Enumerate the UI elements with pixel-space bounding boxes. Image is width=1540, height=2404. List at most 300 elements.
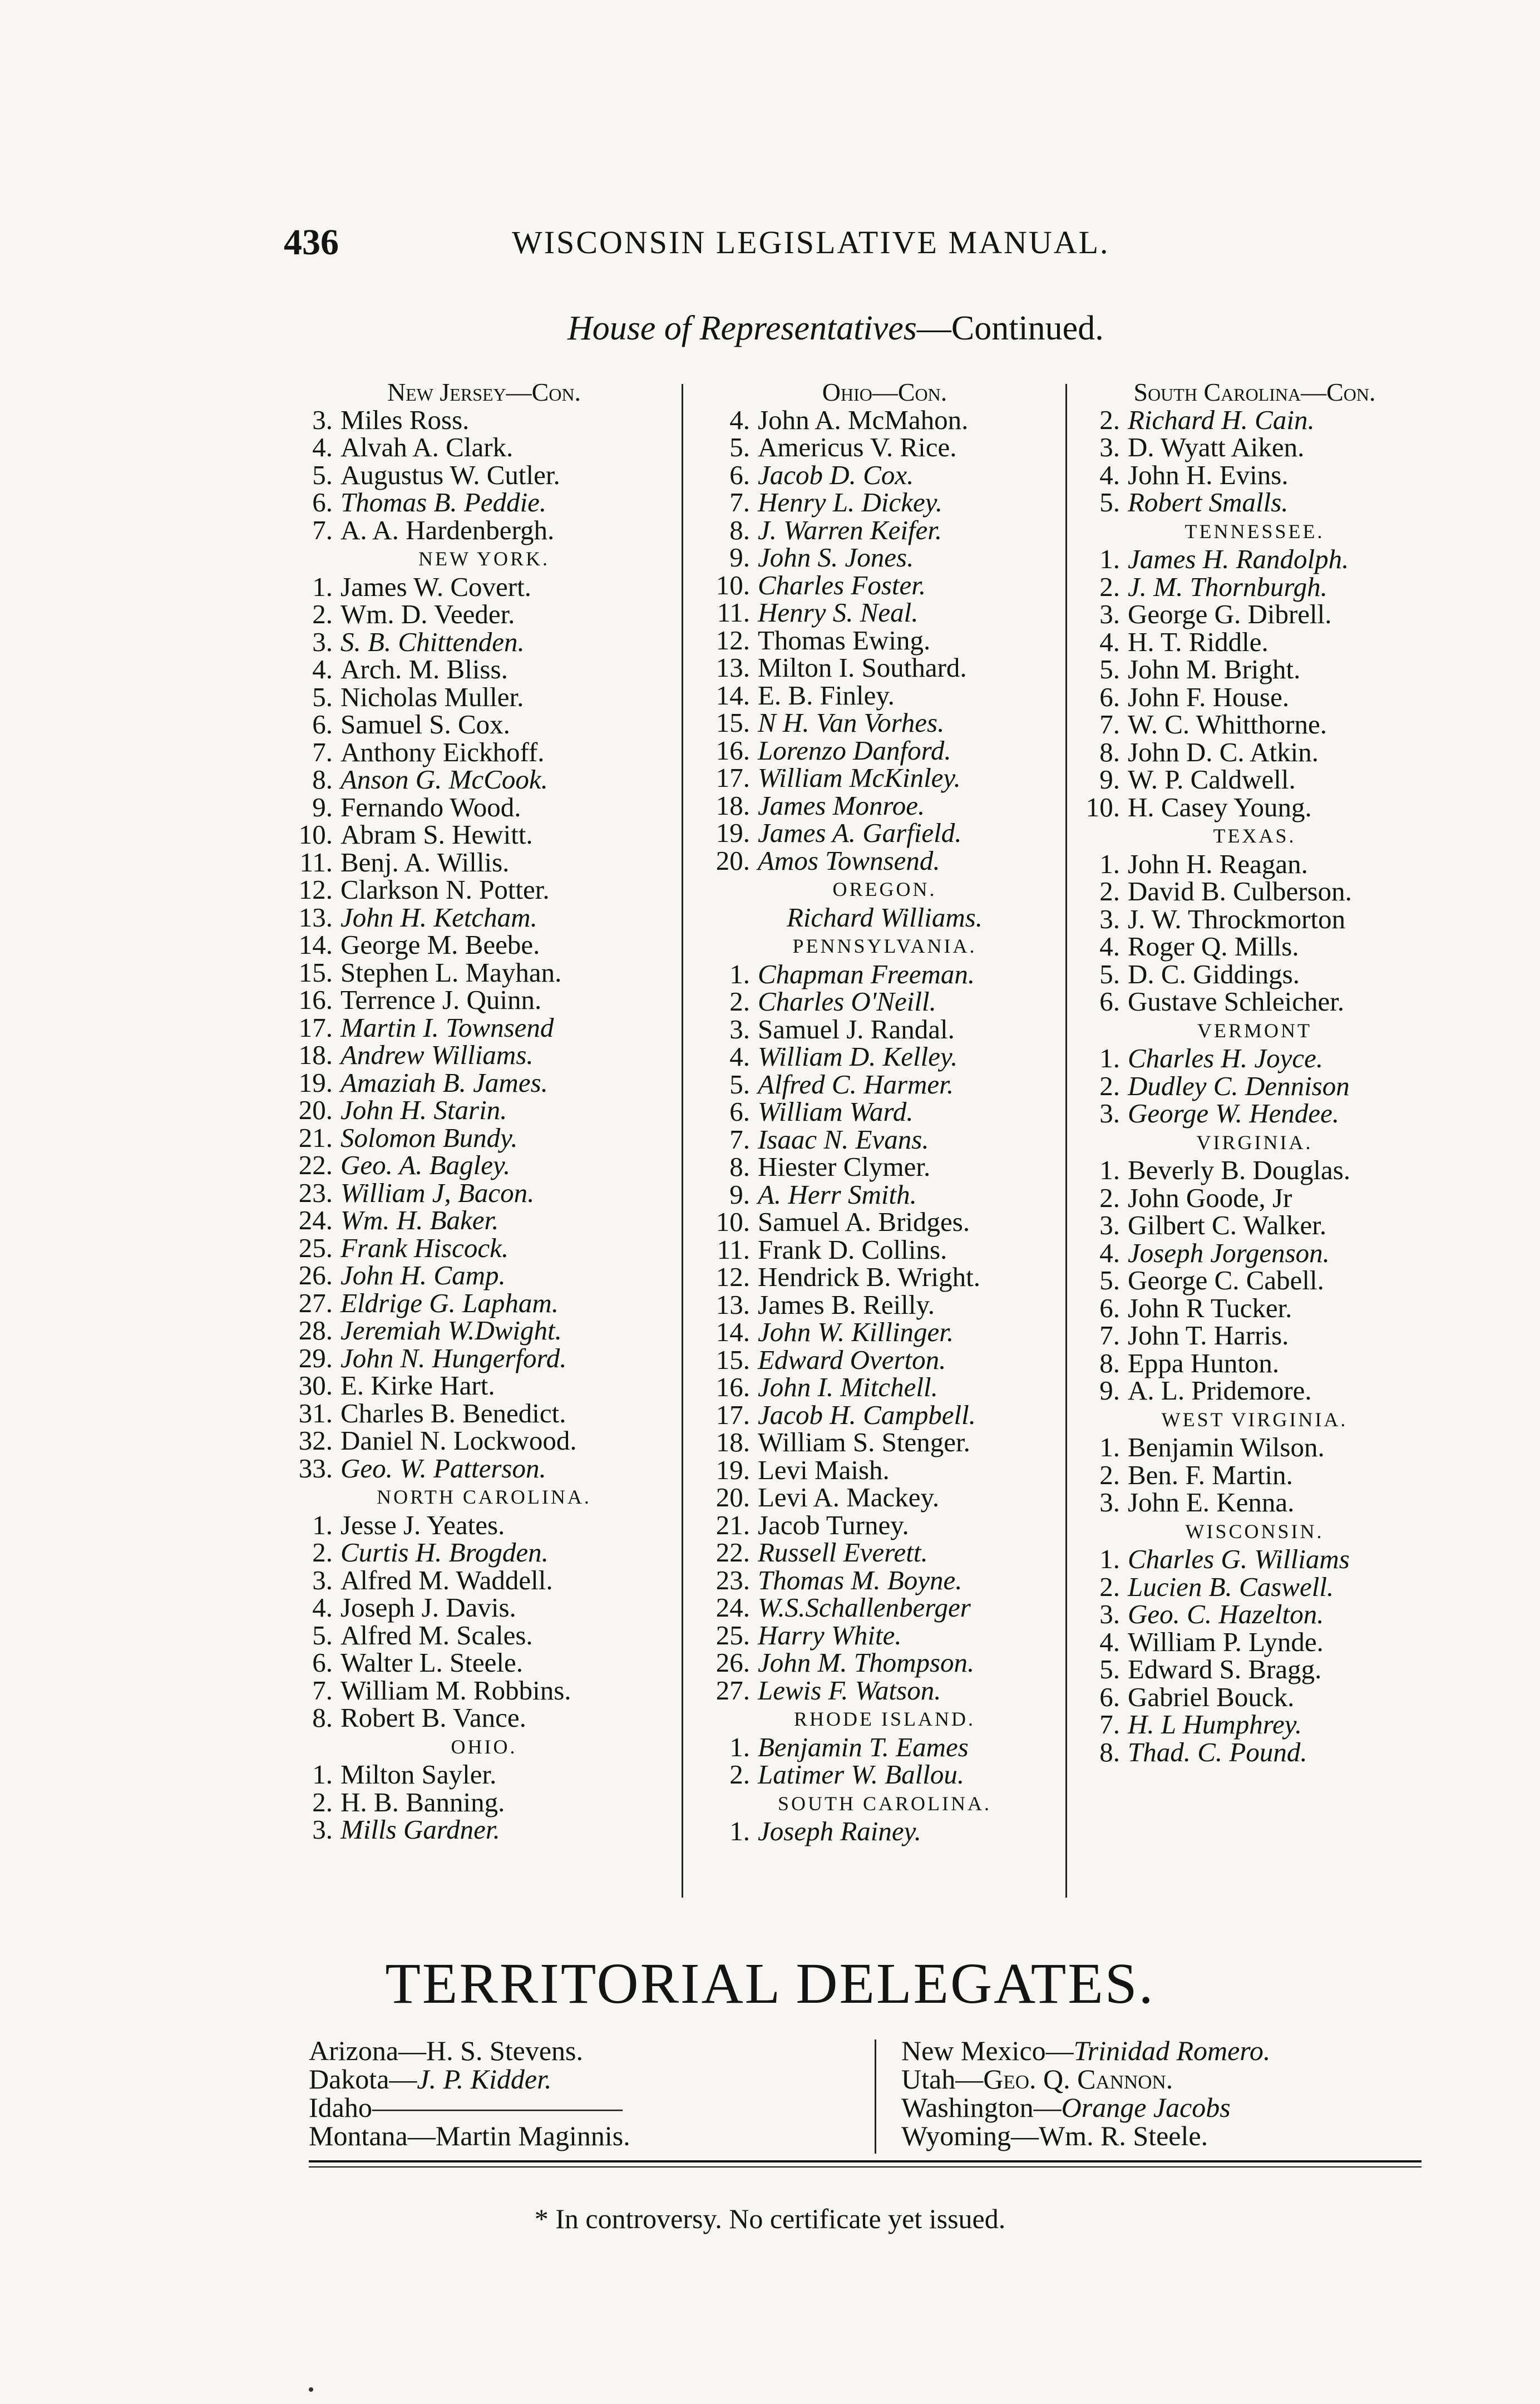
member-name: James W. Covert. — [340, 571, 531, 602]
member-entry — [289, 1397, 679, 1428]
district-number: 3. — [1099, 903, 1120, 934]
district-number: 6. — [312, 1647, 333, 1678]
member-name: John I. Mitchell. — [758, 1372, 938, 1402]
delegate-name: Orange Jacobs — [1061, 2092, 1231, 2123]
member-name: Clarkson N. Potter. — [340, 874, 550, 905]
territory-name: Montana— — [309, 2120, 436, 2151]
member-entry — [707, 1566, 1063, 1594]
member-name: Mills Gardner. — [340, 1814, 500, 1845]
member-name: Eldrige G. Lapham. — [340, 1287, 559, 1318]
district-number: 24. — [298, 1205, 333, 1235]
member-entry — [707, 988, 1063, 1016]
footnote-rule-thin — [309, 2166, 1421, 2167]
member-name: John N. Hungerford. — [340, 1342, 567, 1373]
district-number: 15. — [715, 707, 750, 738]
member-name: Gilbert C. Walker. — [1128, 1210, 1327, 1240]
district-number: 2. — [1099, 876, 1120, 907]
member-name: Charles Foster. — [758, 569, 926, 600]
member-name: James H. Randolph. — [1128, 544, 1349, 574]
district-number: 16. — [298, 984, 333, 1015]
district-number: 10. — [298, 819, 333, 850]
member-entry — [1077, 711, 1433, 738]
member-name: Frank Hiscock. — [340, 1232, 509, 1263]
territorial-right-list — [901, 2037, 1458, 2150]
member-entry — [707, 1181, 1063, 1209]
delegate-entry — [901, 2093, 1458, 2122]
district-number: 3. — [1099, 432, 1120, 462]
district-number: 9. — [1099, 1375, 1120, 1406]
district-number: 2. — [1099, 1070, 1120, 1101]
district-number: 1. — [729, 1816, 750, 1846]
district-number: 10. — [715, 1206, 750, 1237]
member-entry — [1077, 573, 1433, 601]
district-number: 13. — [298, 902, 333, 933]
member-entry — [707, 1043, 1063, 1071]
section-heading: WISCONSIN. — [1185, 1520, 1324, 1543]
district-number: 18. — [715, 790, 750, 821]
member-entry — [289, 489, 679, 516]
member-name: William Ward. — [758, 1096, 914, 1127]
member-entry — [707, 1649, 1063, 1677]
member-entry — [1077, 489, 1433, 516]
district-number: 2. — [312, 1786, 333, 1817]
column-middle — [707, 378, 1063, 1845]
district-number: 8. — [1099, 736, 1120, 767]
district-number: 1. — [1099, 1544, 1120, 1574]
member-name: John H. Ketcham. — [340, 902, 537, 933]
district-number: 17. — [715, 1399, 750, 1430]
district-number: 3. — [1099, 599, 1120, 629]
member-name: John D. C. Atkin. — [1128, 736, 1319, 767]
member-name: William M. Robbins. — [340, 1674, 571, 1706]
district-number: 12. — [715, 624, 750, 656]
member-entry — [707, 1817, 1063, 1845]
section-heading: South Carolina—Con. — [1133, 378, 1376, 406]
member-entry — [707, 792, 1063, 820]
member-entry — [289, 1289, 679, 1317]
member-name: Roger Q. Mills. — [1128, 931, 1299, 962]
member-entry — [289, 683, 679, 711]
district-number: 6. — [1099, 986, 1120, 1017]
member-name: John W. Killinger. — [758, 1317, 954, 1347]
member-entry — [289, 1539, 679, 1566]
member-name: Augustus W. Cutler. — [340, 459, 560, 490]
member-name: James Monroe. — [758, 790, 925, 821]
member-name: Benjamin Wilson. — [1128, 1432, 1325, 1462]
member-entry — [707, 461, 1063, 489]
section-heading: New Jersey—Con. — [387, 378, 581, 406]
member-name: Lucien B. Caswell. — [1128, 1571, 1334, 1602]
member-entry — [289, 656, 679, 683]
district-number: 20. — [298, 1095, 333, 1125]
member-entry — [707, 624, 1063, 656]
district-number: 11. — [717, 1234, 750, 1265]
member-entry — [707, 1401, 1063, 1429]
running-title: WISCONSIN LEGISLATIVE MANUAL. — [512, 224, 1110, 260]
member-entry — [1077, 1683, 1433, 1711]
member-name: Alfred M. Waddell. — [340, 1564, 553, 1595]
district-number: 6. — [1099, 1292, 1120, 1323]
territorial-divider — [875, 2040, 876, 2154]
member-entry — [289, 1179, 679, 1207]
territorial-left-list — [309, 2037, 865, 2150]
district-number: 3. — [1099, 1487, 1120, 1518]
member-entry — [289, 821, 679, 849]
district-number: 9. — [312, 791, 333, 822]
district-number: 3. — [1099, 1599, 1120, 1629]
member-entry — [289, 1344, 679, 1372]
district-number: 17. — [715, 762, 750, 793]
member-entry — [1077, 1628, 1433, 1656]
territory-name: Wyoming— — [901, 2120, 1039, 2151]
territory-name: New Mexico— — [901, 2035, 1074, 2066]
member-entry — [707, 1373, 1063, 1401]
member-name: H. L Humphrey. — [1128, 1709, 1302, 1740]
footnote-rule — [309, 2160, 1421, 2162]
member-name: Americus V. Rice. — [758, 432, 957, 462]
member-name: Alfred C. Harmer. — [758, 1068, 954, 1100]
district-number: 23. — [298, 1177, 333, 1208]
district-number: 6. — [729, 1096, 750, 1127]
member-entry — [1077, 1656, 1433, 1683]
district-number: 21. — [298, 1122, 333, 1153]
member-entry — [707, 569, 1063, 600]
member-name: Milton Sayler. — [340, 1759, 497, 1790]
district-number: 12. — [298, 874, 333, 905]
delegate-name: ———————— — [399, 2092, 623, 2123]
member-entry — [707, 679, 1063, 711]
district-number: 1. — [729, 1731, 750, 1762]
district-number: 5. — [1099, 958, 1120, 989]
member-name: Isaac N. Evans. — [758, 1124, 929, 1155]
column-divider — [682, 384, 683, 1898]
member-entry — [707, 819, 1063, 847]
member-name: John M. Bright. — [1128, 654, 1301, 684]
member-name: Frank D. Collins. — [758, 1234, 947, 1265]
member-name: Samuel S. Cox. — [340, 709, 510, 740]
delegate-name: H. S. Stevens. — [426, 2035, 584, 2066]
territory-name: Arizona— — [309, 2035, 427, 2066]
member-name: A. A. Hardenbergh. — [340, 514, 555, 545]
member-name: Beverly B. Douglas. — [1128, 1155, 1351, 1185]
district-number: 30. — [298, 1370, 333, 1401]
district-number: 1. — [729, 958, 750, 989]
member-name: John Goode, Jr — [1128, 1182, 1292, 1213]
member-name: George G. Dibrell. — [1128, 599, 1332, 629]
district-number: 9. — [729, 1179, 750, 1210]
district-number: 6. — [312, 487, 333, 518]
district-number: 3. — [1099, 1098, 1120, 1129]
member-name: David B. Culberson. — [1128, 876, 1352, 907]
district-number: 4. — [1099, 931, 1120, 962]
member-name: Miles Ross. — [340, 404, 470, 435]
member-entry — [289, 1427, 679, 1455]
member-name: William D. Kelley. — [758, 1041, 958, 1072]
member-name: Wm. D. Veeder. — [340, 599, 515, 629]
district-number: 28. — [298, 1315, 333, 1346]
member-entry — [289, 766, 679, 794]
member-entry — [707, 737, 1063, 765]
member-entry — [707, 516, 1063, 544]
member-entry — [289, 1566, 679, 1594]
territory-name: Washington— — [901, 2092, 1062, 2123]
district-number: 2. — [729, 986, 750, 1017]
delegate-name: Martin Maginnis. — [435, 2120, 630, 2151]
member-name: John M. Thompson. — [758, 1647, 975, 1678]
member-name: J. W. Throckmorton — [1128, 903, 1346, 934]
district-number: 5. — [1099, 487, 1120, 518]
district-number: 5. — [312, 1619, 333, 1651]
member-entry — [1077, 628, 1433, 656]
member-entry — [707, 1153, 1063, 1181]
district-number: 4. — [312, 432, 333, 462]
member-entry — [1077, 850, 1433, 878]
delegate-name: Geo. Q. Cannon. — [983, 2063, 1173, 2095]
column-left — [289, 378, 679, 1844]
member-entry — [289, 1262, 679, 1289]
district-number: 15. — [298, 957, 333, 988]
member-entry — [289, 461, 679, 489]
member-name: H. T. Riddle. — [1128, 626, 1268, 657]
member-name: E. Kirke Hart. — [340, 1370, 495, 1401]
district-number: 23. — [715, 1564, 750, 1595]
member-name: Thomas B. Peddie. — [340, 487, 547, 518]
member-entry — [289, 1041, 679, 1069]
member-name: E. B. Finley. — [758, 679, 895, 711]
member-name: George M. Beebe. — [340, 929, 540, 960]
member-entry — [289, 876, 679, 904]
member-entry — [289, 1452, 679, 1484]
member-name: Curtis H. Brogden. — [340, 1537, 549, 1568]
member-name: John E. Kenna. — [1128, 1487, 1295, 1518]
district-number: 29. — [298, 1342, 333, 1373]
member-entry — [289, 1619, 679, 1651]
member-name: Arch. M. Bliss. — [340, 654, 508, 684]
member-name: John A. McMahon. — [758, 404, 969, 435]
member-name: William S. Stenger. — [758, 1427, 970, 1457]
member-entry — [1077, 1239, 1433, 1267]
member-name: Gabriel Bouck. — [1128, 1681, 1295, 1712]
member-name: Charles G. Williams — [1128, 1544, 1350, 1574]
member-name: Jacob H. Campbell. — [758, 1399, 976, 1430]
member-entry — [1077, 1573, 1433, 1601]
member-entry — [707, 654, 1063, 682]
section-heading: RHODE ISLAND. — [794, 1708, 975, 1730]
member-entry — [289, 516, 679, 544]
district-number: 26. — [298, 1260, 333, 1290]
member-name: Geo. A. Bagley. — [340, 1150, 511, 1180]
member-entry — [707, 847, 1063, 875]
district-number: 8. — [312, 764, 333, 795]
district-number: 7. — [729, 487, 750, 518]
member-entry — [1077, 1433, 1433, 1461]
member-name: William J, Bacon. — [340, 1177, 535, 1208]
section-heading: VIRGINIA. — [1196, 1131, 1313, 1154]
district-number: 12. — [715, 1262, 750, 1292]
member-entry — [707, 1291, 1063, 1319]
member-name: Hiester Clymer. — [758, 1151, 931, 1182]
member-entry — [1077, 1211, 1433, 1239]
district-number: 7. — [312, 514, 333, 545]
district-number: 22. — [298, 1150, 333, 1180]
member-name: John H. Camp. — [340, 1260, 506, 1290]
member-entry — [289, 1151, 679, 1179]
section-heading: VERMONT — [1197, 1019, 1312, 1042]
member-entry — [1077, 1294, 1433, 1322]
member-entry — [289, 600, 679, 628]
member-entry — [289, 791, 679, 822]
district-number: 25. — [715, 1619, 750, 1651]
member-entry — [289, 1649, 679, 1677]
member-name: Jacob D. Cox. — [758, 459, 914, 490]
district-number: 3. — [312, 1564, 333, 1595]
member-entry — [289, 433, 679, 461]
delegate-entry — [309, 2122, 865, 2150]
member-entry — [1077, 1377, 1433, 1405]
member-entry — [1077, 1600, 1433, 1628]
member-name: Lewis F. Watson. — [758, 1674, 941, 1706]
section-heading: OREGON. — [832, 878, 937, 900]
member-entry — [1077, 766, 1433, 794]
member-name: Dudley C. Dennison — [1128, 1070, 1350, 1101]
member-name: Wm. H. Baker. — [340, 1205, 499, 1235]
district-number: 9. — [729, 542, 750, 573]
member-name: Stephen L. Mayhan. — [340, 957, 562, 988]
member-name: Joseph J. Davis. — [340, 1592, 516, 1623]
district-number: 10. — [1085, 791, 1120, 822]
district-number: 5. — [312, 681, 333, 712]
member-name: Joseph Jorgenson. — [1128, 1237, 1330, 1268]
district-number: 17. — [298, 1012, 333, 1043]
district-number: 22. — [715, 1537, 750, 1568]
member-name: Joseph Rainey. — [758, 1816, 921, 1846]
member-entry — [1077, 1184, 1433, 1212]
district-number: 14. — [298, 929, 333, 960]
member-entry — [707, 1013, 1063, 1045]
member-entry — [707, 544, 1063, 572]
member-name: W. C. Whitthorne. — [1128, 709, 1327, 740]
member-entry — [707, 1761, 1063, 1789]
member-name: Geo. W. Patterson. — [340, 1452, 546, 1484]
member-name: Anthony Eickhoff. — [340, 736, 545, 767]
member-entry — [1077, 933, 1433, 960]
district-number: 11. — [299, 846, 333, 878]
member-entry — [1077, 1072, 1433, 1100]
district-number: 5. — [1099, 1654, 1120, 1684]
member-name: Edward Overton. — [758, 1344, 946, 1375]
member-entry — [707, 904, 1063, 932]
member-name: George C. Cabell. — [1128, 1265, 1324, 1295]
member-name: W.S.Schallenberger — [758, 1592, 971, 1623]
subtitle-italic: House of Representatives — [567, 309, 917, 347]
member-entry — [1077, 988, 1433, 1016]
member-name: Chapman Freeman. — [758, 958, 975, 989]
member-name: Levi Maish. — [758, 1454, 890, 1485]
member-entry — [1077, 878, 1433, 905]
member-entry — [707, 489, 1063, 516]
member-name: Eppa Hunton. — [1128, 1347, 1280, 1378]
member-name: Benjamin T. Eames — [758, 1731, 969, 1762]
delegate-entry — [309, 2093, 865, 2122]
district-number: 8. — [312, 1702, 333, 1733]
member-name: Edward S. Bragg. — [1128, 1654, 1322, 1684]
member-entry — [289, 1594, 679, 1622]
territory-name: Utah— — [901, 2063, 984, 2095]
district-number: 26. — [715, 1647, 750, 1678]
member-name: Andrew Williams. — [340, 1040, 534, 1070]
member-entry — [1077, 406, 1433, 434]
member-name: A. L. Pridemore. — [1128, 1375, 1312, 1406]
member-entry — [707, 1318, 1063, 1346]
member-entry — [707, 960, 1063, 988]
district-number: 4. — [1099, 626, 1120, 657]
member-name: Latimer W. Ballou. — [758, 1759, 965, 1790]
member-name: John T. Harris. — [1128, 1320, 1289, 1351]
district-number: 1. — [312, 1759, 333, 1790]
member-name: Samuel A. Bridges. — [758, 1206, 970, 1237]
member-entry — [289, 1816, 679, 1844]
footnote: * In controversy. No certificate yet issued. — [534, 2203, 1006, 2234]
member-name: Benj. A. Willis. — [340, 846, 510, 878]
member-entry — [289, 986, 679, 1014]
section-heading: TEXAS. — [1213, 825, 1296, 847]
member-entry — [289, 931, 679, 959]
member-entry — [289, 846, 679, 878]
member-entry — [1077, 1322, 1433, 1349]
member-name: H. B. Banning. — [340, 1786, 505, 1817]
member-name: Geo. C. Hazelton. — [1128, 1599, 1324, 1629]
district-number: 11. — [717, 597, 750, 628]
member-name: Abram S. Hewitt. — [340, 819, 533, 850]
member-name: Amaziah B. James. — [340, 1067, 548, 1098]
district-number: 7. — [1099, 709, 1120, 740]
member-name: D. Wyatt Aiken. — [1128, 432, 1305, 462]
member-entry — [1077, 600, 1433, 628]
member-entry — [289, 1786, 679, 1817]
member-name: John H. Starin. — [340, 1095, 507, 1125]
member-name: William McKinley. — [758, 762, 961, 793]
district-number: 2. — [312, 1537, 333, 1568]
member-entry — [289, 1372, 679, 1400]
district-number: 16. — [715, 1372, 750, 1402]
member-name: Thomas M. Boyne. — [758, 1564, 962, 1595]
district-number: 18. — [298, 1040, 333, 1070]
district-number: 6. — [312, 709, 333, 740]
district-number: 2. — [1099, 1182, 1120, 1213]
district-number: 16. — [715, 735, 750, 766]
district-number: 31. — [298, 1397, 333, 1428]
district-number: 14. — [715, 679, 750, 711]
member-name: Jacob Turney. — [758, 1509, 909, 1540]
district-number: 20. — [715, 1482, 750, 1513]
district-number: 4. — [1099, 1237, 1120, 1268]
subtitle-continued: —Continued. — [916, 309, 1104, 347]
member-name: J. M. Thornburgh. — [1128, 571, 1327, 602]
territory-name: Dakota— — [309, 2063, 417, 2095]
district-number: 1. — [1099, 1155, 1120, 1185]
member-name: Alfred M. Scales. — [340, 1619, 533, 1651]
member-name: James A. Garfield. — [758, 817, 962, 848]
district-number: 4. — [729, 1041, 750, 1072]
member-entry — [289, 1511, 679, 1539]
member-entry — [707, 1263, 1063, 1291]
member-name: D. C. Giddings. — [1128, 958, 1300, 989]
member-entry — [289, 959, 679, 987]
delegate-entry — [901, 2122, 1458, 2150]
district-number: 2. — [312, 599, 333, 629]
district-number: 4. — [1099, 1626, 1120, 1657]
member-entry — [707, 1236, 1063, 1264]
